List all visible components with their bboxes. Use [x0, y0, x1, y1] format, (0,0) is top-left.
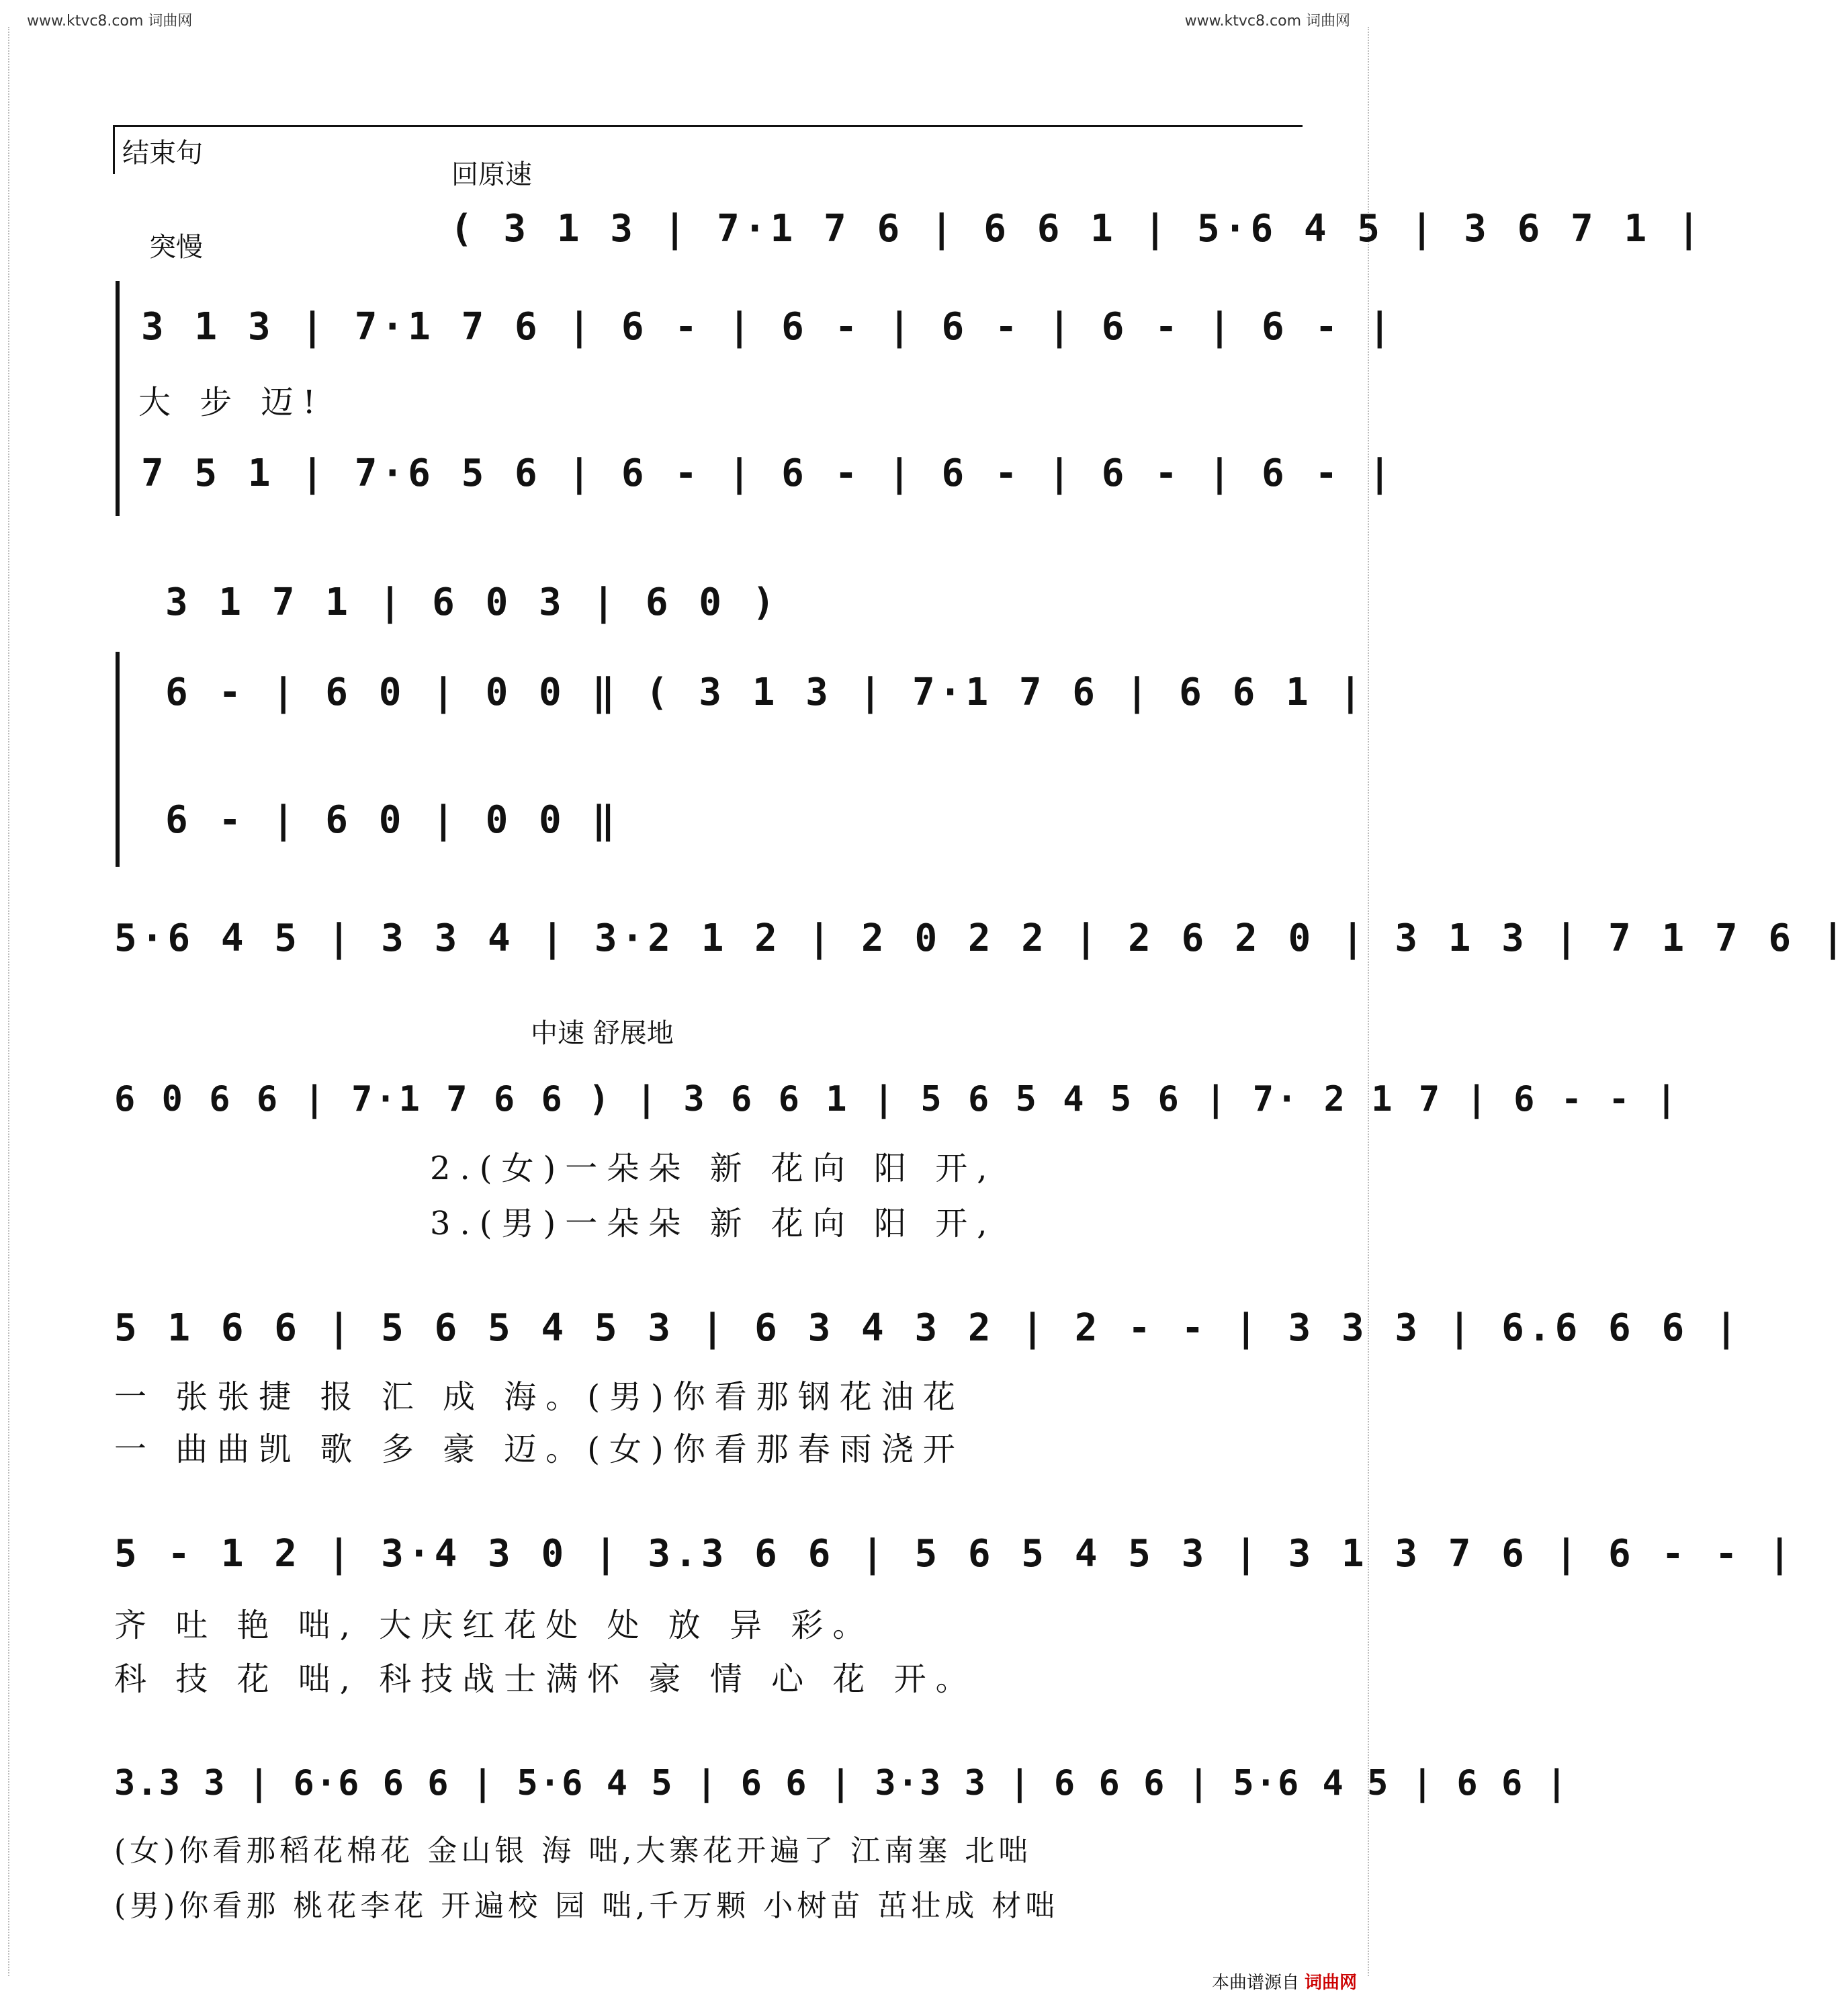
- notes: 5 - 1 2 | 3·4 3 0 | 3.3 6 6 | 5 6 5 4 5 3 | 3 1 3 7 6 | 6 - - |: [114, 1531, 1796, 1576]
- system2-voice2: [114, 793, 1303, 847]
- header-left: www.ktvc8.com 词曲网: [27, 13, 193, 30]
- system5: [114, 1301, 1742, 1355]
- footer-brand-link[interactable]: 词曲网: [1304, 1973, 1357, 1993]
- ending-label: 结束句: [122, 138, 203, 169]
- system2-voice1: [114, 665, 1366, 719]
- notes: 5·6 4 5 | 3 3 4 | 3·2 1 2 | 2 0 2 2 | 2 6 2 0 | 3 1 3 | 7 1 7 6 |: [114, 916, 1848, 960]
- notes: 3 1 7 1 | 6 0 3 | 6 0 ): [165, 580, 779, 624]
- notes: 6 - | 6 0 | 0 0 ‖ ( 3 1 3 | 7·1 7 6 | 6 6 1 |: [165, 670, 1366, 714]
- system4: [114, 1072, 1680, 1126]
- system4-lyric-verse3: 3.(男)一朵朵 新 花向 阳 开,: [430, 1205, 997, 1242]
- system4-lyric-verse2: 2.(女)一朵朵 新 花向 阳 开,: [430, 1150, 997, 1187]
- system6-lyric-2: 科 技 花 咄, 科技战士满怀 豪 情 心 花 开。: [114, 1660, 977, 1698]
- system5-lyric-1: 一 张张捷 报 汇 成 海。(男)你看那钢花油花: [114, 1378, 965, 1416]
- header-right: www.ktvc8.com 词曲网: [1184, 13, 1350, 30]
- system1-voice1: [114, 300, 1395, 353]
- notes: 3 1 3 | 7·1 7 6 | 6 - | 6 - | 6 - | 6 - | 6 - |: [141, 304, 1395, 349]
- notes: 7 5 1 | 7·6 5 6 | 6 - | 6 - | 6 - | 6 - | 6 - |: [141, 451, 1395, 495]
- system1-instrument: [114, 202, 1704, 255]
- system1-lyric: 大 步 迈!: [138, 384, 325, 421]
- sudden-slow-label: 突慢: [149, 232, 203, 263]
- score-frame: [113, 125, 1303, 174]
- system6: [114, 1527, 1796, 1580]
- system7-lyric-2: (男)你看那 桃花李花 开遍校 园 咄,千万颗 小树苗 茁壮成 材咄: [114, 1889, 1059, 1923]
- footer-source: [1212, 1969, 1357, 1994]
- system5-lyric-2: 一 曲曲凯 歌 多 豪 迈。(女)你看那春雨浇开: [114, 1431, 965, 1468]
- system6-lyric-1: 齐 吐 艳 咄, 大庆红花处 处 放 异 彩。: [114, 1607, 875, 1644]
- notes: 5 1 6 6 | 5 6 5 4 5 3 | 6 3 4 3 2 | 2 - - | 3 3 3 | 6.6 6 6 |: [114, 1306, 1742, 1350]
- system1-voice2: [114, 446, 1395, 500]
- left-edge-decoration: [8, 27, 21, 1976]
- notes: 6 0 6 6 | 7·1 7 6 6 ) | 3 6 6 1 | 5 6 5 4 5 6 | 7· 2 1 7 | 6 - - |: [114, 1079, 1680, 1119]
- system7-lyric-1: (女)你看那稻花棉花 金山银 海 咄,大寨花开遍了 江南塞 北咄: [114, 1834, 1032, 1868]
- mid-tempo-label: 中速 舒展地: [531, 1018, 674, 1049]
- system3: [114, 911, 1848, 965]
- notes: 3.3 3 | 6·6 6 6 | 5·6 4 5 | 6 6 | 3·3 3 | 6 6 6 | 5·6 4 5 | 6 6 |: [114, 1763, 1569, 1803]
- footer-text: 本曲谱源自: [1211, 1973, 1299, 1993]
- tempo-back-label: 回原速: [451, 159, 532, 190]
- notes: 6 - | 6 0 | 0 0 ‖: [165, 798, 619, 842]
- notes: ( 3 1 3 | 7·1 7 6 | 6 6 1 | 5·6 4 5 | 3 6 7 1 |: [450, 206, 1704, 251]
- system2-instrument: [114, 575, 1303, 629]
- system7: [114, 1756, 1569, 1810]
